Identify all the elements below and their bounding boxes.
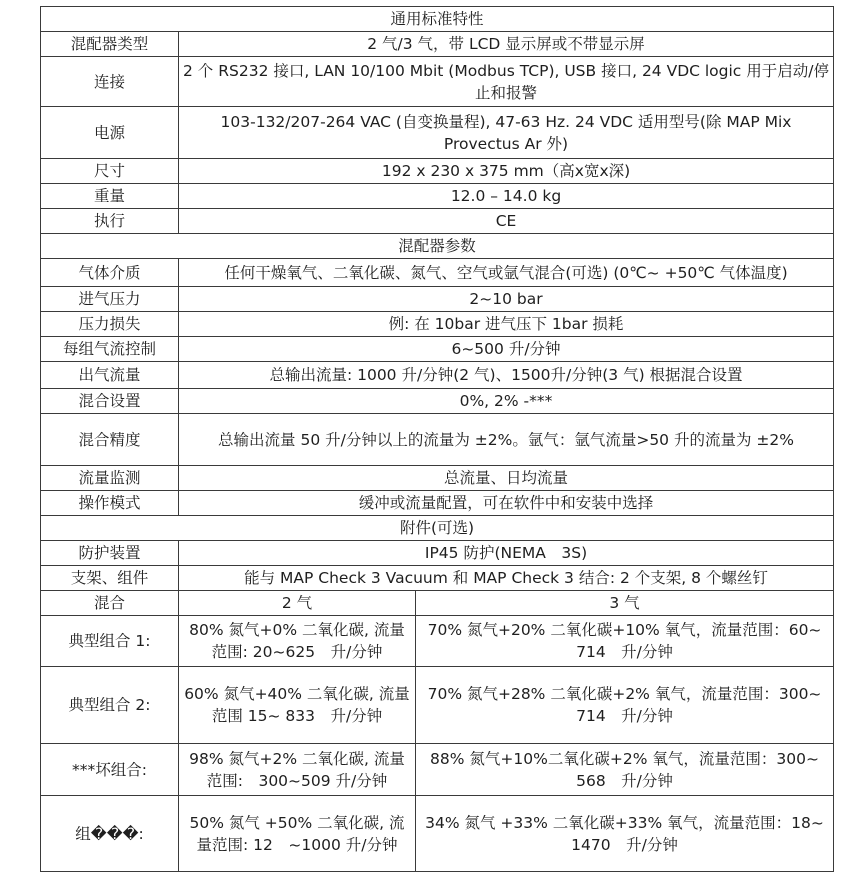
row-value: IP45 防护(NEMA 3S) [179, 541, 834, 566]
mix-header-three-gas: 3 气 [416, 591, 834, 616]
table-row [41, 312, 834, 337]
row-label: 每组气流控制 [41, 337, 179, 362]
mix-row [41, 796, 834, 872]
mix-header-row [41, 591, 834, 616]
row-label: 压力损失 [41, 312, 179, 337]
table-row [41, 541, 834, 566]
table-row [41, 287, 834, 312]
row-value: 任何干燥氧气、二氧化碳、氮气、空气或氩气混合(可选) (0℃~ +50℃ 气体温度) [179, 259, 834, 287]
row-label: 电源 [41, 107, 179, 159]
row-value: 2 个 RS232 接口, LAN 10/100 Mbit (Modbus TCP), USB 接口, 24 VDC logic 用于启动/停止和报警 [179, 57, 834, 107]
mix-three-gas: 34% 氮气 +33% 二氧化碳+33% 氧气，流量范围：18~ 1470 升/分钟 [416, 796, 834, 872]
row-value: 2~10 bar [179, 287, 834, 312]
row-label: 尺寸 [41, 159, 179, 184]
section-title-mixer: 混配器参数 [41, 234, 834, 259]
table-row [41, 337, 834, 362]
section-row-general [41, 7, 834, 32]
mix-two-gas: 60% 氮气+40% 二氧化碳, 流量范围 15~ 833 升/分钟 [179, 667, 416, 744]
row-value: 6~500 升/分钟 [179, 337, 834, 362]
mix-label: 典型组合 1: [41, 616, 179, 667]
mix-three-gas: 70% 氮气+28% 二氧化碳+2% 氧气，流量范围：300~ 714 升/分钟 [416, 667, 834, 744]
row-value: 103-132/207-264 VAC (自变换量程), 47-63 Hz. 24 VDC 适用型号(除 MAP Mix Provectus Ar 外) [179, 107, 834, 159]
table-row [41, 184, 834, 209]
table-row [41, 414, 834, 466]
mix-two-gas: 98% 氮气+2% 二氧化碳, 流量范围: 300~509 升/分钟 [179, 744, 416, 796]
row-value: 2 气/3 气，带 LCD 显示屏或不带显示屏 [179, 32, 834, 57]
mix-three-gas: 88% 氮气+10%二氧化碳+2% 氧气，流量范围：300~ 568 升/分钟 [416, 744, 834, 796]
table-row [41, 389, 834, 414]
row-value: 12.0 – 14.0 kg [179, 184, 834, 209]
mix-two-gas: 50% 氮气 +50% 二氧化碳, 流量范围: 12 ~1000 升/分钟 [179, 796, 416, 872]
row-value: 总流量、日均流量 [179, 466, 834, 491]
mix-row [41, 616, 834, 667]
table-row [41, 107, 834, 159]
mix-label: 典型组合 2: [41, 667, 179, 744]
row-label: 重量 [41, 184, 179, 209]
row-value: 总输出流量: 1000 升/分钟(2 气)、1500升/分钟(3 气) 根据混合设置 [179, 362, 834, 389]
row-label: 混合设置 [41, 389, 179, 414]
row-value: CE [179, 209, 834, 234]
row-label: 进气压力 [41, 287, 179, 312]
row-value: 能与 MAP Check 3 Vacuum 和 MAP Check 3 结合: 2 个支架, 8 个螺丝钉 [179, 566, 834, 591]
spec-table [40, 6, 834, 872]
table-row [41, 566, 834, 591]
mix-label: 组���: [41, 796, 179, 872]
table-row [41, 491, 834, 516]
row-value: 0%, 2% -*** [179, 389, 834, 414]
mix-header-label: 混合 [41, 591, 179, 616]
row-label: 气体介质 [41, 259, 179, 287]
mix-three-gas: 70% 氮气+20% 二氧化碳+10% 氧气，流量范围：60~ 714 升/分钟 [416, 616, 834, 667]
mix-row [41, 667, 834, 744]
table-row [41, 466, 834, 491]
table-row [41, 159, 834, 184]
section-row-accessories [41, 516, 834, 541]
row-label: 混合精度 [41, 414, 179, 466]
mix-header-two-gas: 2 气 [179, 591, 416, 616]
table-row [41, 209, 834, 234]
row-value: 总输出流量 50 升/分钟以上的流量为 ±2%。氩气：氩气流量>50 升的流量为 ±2% [179, 414, 834, 466]
table-row [41, 57, 834, 107]
row-label: 执行 [41, 209, 179, 234]
section-title-general: 通用标准特性 [41, 7, 834, 32]
mix-two-gas: 80% 氮气+0% 二氧化碳, 流量范围: 20~625 升/分钟 [179, 616, 416, 667]
mix-row [41, 744, 834, 796]
table-row [41, 362, 834, 389]
row-label: 防护装置 [41, 541, 179, 566]
row-label: 连接 [41, 57, 179, 107]
row-label: 操作模式 [41, 491, 179, 516]
row-label: 混配器类型 [41, 32, 179, 57]
row-label: 流量监测 [41, 466, 179, 491]
row-label: 出气流量 [41, 362, 179, 389]
section-title-accessories: 附件(可选) [41, 516, 834, 541]
row-value: 例: 在 10bar 进气压下 1bar 损耗 [179, 312, 834, 337]
table-row [41, 259, 834, 287]
row-label: 支架、组件 [41, 566, 179, 591]
row-value: 缓冲或流量配置，可在软件中和安装中选择 [179, 491, 834, 516]
section-row-mixer [41, 234, 834, 259]
table-row [41, 32, 834, 57]
mix-label: ***坏组合: [41, 744, 179, 796]
row-value: 192 x 230 x 375 mm（高x宽x深) [179, 159, 834, 184]
